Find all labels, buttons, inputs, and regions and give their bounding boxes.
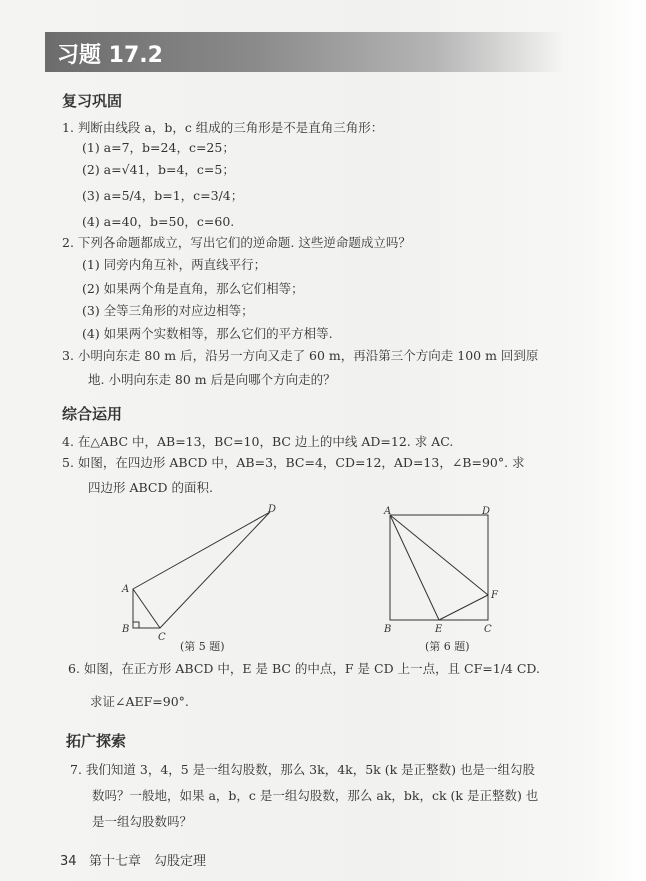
fig6-label-f: F xyxy=(491,590,498,601)
q7-line-2: 数吗？一般地，如果 a，b，c 是一组勾股数，那么 ak，bk，ck (k 是正整数) 也 xyxy=(92,788,539,803)
q5-line-2: 四边形 ABCD 的面积. xyxy=(88,480,213,495)
q2-stem: 2. 下列各命题都成立，写出它们的逆命题. 这些逆命题成立吗？ xyxy=(62,235,411,250)
fig6-label-b: B xyxy=(384,624,392,635)
q2-item-3: (3) 全等三角形的对应边相等； xyxy=(82,303,254,318)
q1-stem: 1. 判断由线段 a，b，c 组成的三角形是不是直角三角形： xyxy=(62,120,384,135)
q1-item-2: (2) a=√41，b=4，c=5； xyxy=(82,162,235,177)
chapter-title: 第十七章 勾股定理 xyxy=(88,854,206,869)
fig6-label-d: D xyxy=(482,506,491,517)
page-footer xyxy=(60,850,206,869)
q2-item-4: (4) 如果两个实数相等，那么它们的平方相等. xyxy=(82,326,333,341)
figure-5 xyxy=(133,512,270,628)
fig5-label-c: C xyxy=(158,632,166,643)
q6-line-1: 6. 如图，在正方形 ABCD 中，E 是 BC 的中点，F 是 CD 上一点，且 CF=1/4 CD. xyxy=(68,661,540,676)
q4-text: 4. 在△ABC 中，AB=13，BC=10，BC 边上的中线 AD=12. 求 AC. xyxy=(62,434,454,449)
fig5-caption: (第 5 题) xyxy=(180,640,225,653)
fig5-label-d: D xyxy=(268,504,277,515)
fig6-label-a: A xyxy=(384,506,392,517)
q3-line-1: 3. 小明向东走 80 m 后，沿另一方向又走了 60 m，再沿第三个方向走 100 m 回到原 xyxy=(62,348,539,363)
figure-6 xyxy=(390,515,488,620)
fig6-caption: (第 6 题) xyxy=(425,640,470,653)
q1-item-1: (1) a=7，b=24，c=25； xyxy=(82,140,235,155)
q7-line-1: 7. 我们知道 3，4，5 是一组勾股数，那么 3k，4k，5k (k 是正整数) 也是一组勾股 xyxy=(70,762,536,777)
q1-item-3: (3) a=5/4，b=1，c=3/4； xyxy=(82,188,244,203)
q6-line-2: 求证∠AEF=90°. xyxy=(90,694,189,709)
fig5-label-b: B xyxy=(122,624,130,635)
section-review: 复习巩固 xyxy=(62,92,123,110)
section-exploration: 拓广探索 xyxy=(66,732,127,750)
exercise-title: 习题 17.2 xyxy=(57,43,163,68)
q3-line-2: 地. 小明向东走 80 m 后是向哪个方向走的？ xyxy=(88,372,336,387)
q2-item-2: (2) 如果两个角是直角，那么它们相等； xyxy=(82,281,304,296)
section-application: 综合运用 xyxy=(62,405,123,423)
fig5-label-a: A xyxy=(122,584,130,595)
fig6-label-c: C xyxy=(484,624,492,635)
fig6-label-e: E xyxy=(435,624,443,635)
q7-line-3: 是一组勾股数吗？ xyxy=(92,814,193,829)
page-number: 34 xyxy=(60,854,77,869)
q2-item-1: (1) 同旁内角互补，两直线平行； xyxy=(82,257,267,272)
q1-item-4: (4) a=40，b=50，c=60. xyxy=(82,214,235,229)
q5-line-1: 5. 如图，在四边形 ABCD 中，AB=3，BC=4，CD=12，AD=13，∠B=90°. 求 xyxy=(62,455,525,470)
